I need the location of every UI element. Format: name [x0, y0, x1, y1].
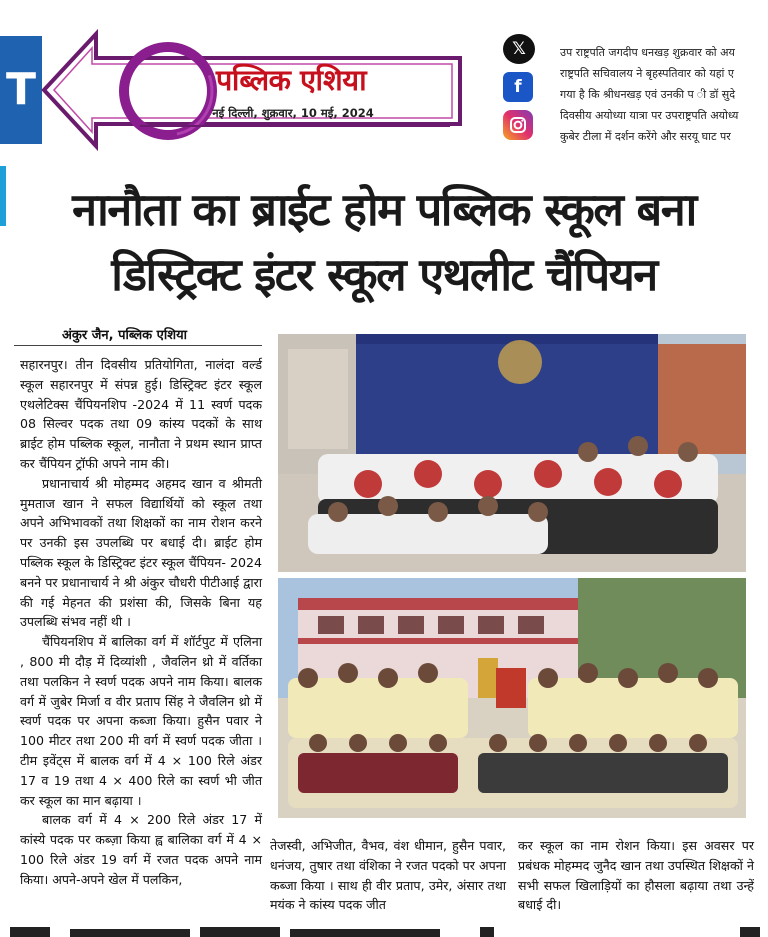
- paragraph: सहारनपुर। तीन दिवसीय प्रतियोगिता, नालंदा वर्ल्ड स्कूल सहारनपुर में संपन्न हुई। डिस्ट्रिक्ट इंटर स्कूल एथलेटिक्स चैंपियनशिप -2024 में 11 स्वर्ण पदक 08 सिल्वर पदक तथा 09 कांस्य पदकों के साथ ब्राईट होम पब्लिक स्कूल, नानौता ने प्रथम स्थान प्राप्त कर चैंपियन ट्रॉफी अपने नाम की।: [20, 357, 262, 471]
- ticker-line: दिवसीय अयोध्या यात्रा पर उपराष्ट्रपति अयोध्य: [560, 109, 739, 122]
- headline-line-1: नानौता का ब्राईट होम पब्लिक स्कूल बना: [72, 183, 696, 236]
- team-photo-school: [278, 578, 746, 818]
- paragraph: कर स्कूल का नाम रोशन किया। इस अवसर पर प्रबंधक मोहम्मद जुनैद खान तथा उपस्थित शिक्षकों ने सभी सफल खिलाड़ियों का हौसला बढ़ाया तथा उन्हें बधाई दी।: [518, 838, 754, 913]
- dateline: नई दिल्ली, शुक्रवार, 10 मई, 2024: [212, 106, 374, 120]
- news-ticker: [560, 42, 768, 147]
- ticker-line: कुबेर टीला में दर्शन करेंगे और सरयू घाट पर: [560, 130, 731, 143]
- article-column-3: [518, 836, 754, 915]
- ticker-line: गया है कि श्रीधनखड़ एवं उनकी प ी डॉ सुदे: [560, 88, 736, 101]
- paragraph: प्रधानाचार्य श्री मोहम्मद अहमद खान व श्रीमती मुमताज खान ने सफल विद्यार्थियों को स्कूल तथा अपने अभिभावकों तथा शिक्षकों का नाम रोशन करने पर उनकी इस उपलब्धि पर बधाई दी। ब्राईट होम पब्लिक स्कूल के डिस्ट्रिक्ट इंटर स्कूल चैंपियन- 2024 बनने पर प्रधानाचार्य ने श्री अंकुर चौधरी पीटीआई द्वारा की गई मेहनत की प्रशंसा की, जिसके बिना यह उपलब्धि संभव नहीं थी ।: [20, 475, 262, 630]
- ticker-line: राष्ट्रपति सचिवालय ने बृहस्पतिवार को यहां ए: [560, 67, 734, 80]
- team-photo-outdoor: [278, 334, 746, 572]
- instagram-icon[interactable]: [503, 110, 533, 140]
- newspaper-title: पब्लिक एशिया: [215, 63, 367, 97]
- headline: [0, 178, 768, 308]
- paragraph: चैंपियनशिप में बालिका वर्ग में शॉर्टपुट में एलिना , 800 मी दौड़ में दिव्यांशी , जैवलिन थ्रो में वर्तिका तथा पलकिन ने स्वर्ण पदक अपने नाम किया। बालक वर्ग में जुबेर मिर्जा व वीर प्रताप सिंह ने जैवलिन थ्रो में स्वर्ण पदक पर अपना कब्जा किया। हुसैन पवार ने 100 मीटर तथा 200 मी वर्ग में स्वर्ण पदक जीता । टीम इवेंट्स में बालक वर्ग में 4 × 100 रिले अंडर 17 व 19 तथा 4 × 400 रिले का स्वर्ण भी जीत कर स्कूल का मान बढ़ाया ।: [20, 634, 262, 808]
- next-article-fragment: [0, 924, 768, 937]
- prev-edition-tab[interactable]: T: [0, 36, 42, 144]
- ticker-line: उप राष्ट्रपति जगदीप धनखड़ शुक्रवार को अय: [560, 46, 735, 59]
- x-icon[interactable]: 𝕏: [503, 34, 535, 64]
- masthead-banner: [0, 28, 768, 152]
- headline-line-2: डिस्ट्रिक्ट इंटर स्कूल एथलीट चैंपियन: [111, 248, 657, 301]
- paragraph: बालक वर्ग में 4 × 200 रिले अंडर 17 में कांस्ये पदक पर कब्ज़ा किया ह्व बालिका वर्ग में 4 × 100 रिले अंडर 19 वर्ग में रजत पदक अपने नाम किया। अपने-अपने खेल में पलकिन,: [20, 812, 262, 887]
- article-column-2: [270, 836, 506, 915]
- byline-divider: [14, 345, 262, 346]
- facebook-icon[interactable]: f: [503, 72, 533, 102]
- byline: अंकुर जैन, पब्लिक एशिया: [62, 328, 187, 343]
- paragraph: तेजस्वी, अभिजीत, वैभव, वंश धीमान, हुसैन पवार, धनंजय, तुषार तथा वंशिका ने रजत पदको पर अपना कब्जा किया । साथ ही वीर प्रताप, उमेर, अंसार तथा मयंक ने कांस्य पदक जीत: [270, 838, 506, 913]
- article-column-1: [20, 355, 262, 890]
